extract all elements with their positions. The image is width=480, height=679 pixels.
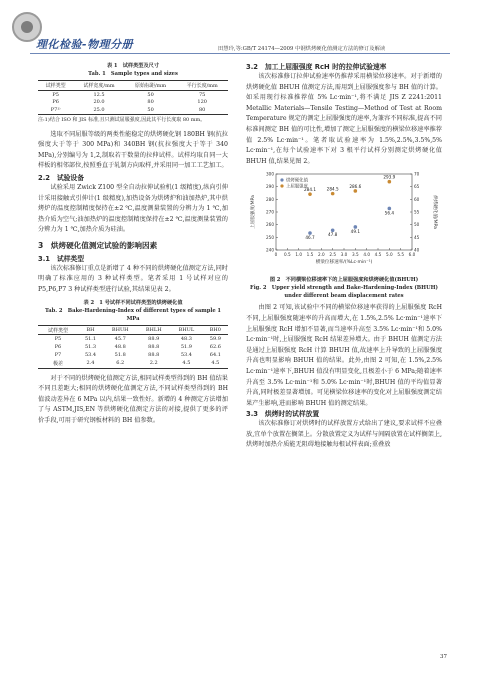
x-tick-label: 2.5: [329, 252, 337, 258]
table1-cell: 50: [147, 91, 154, 98]
y-right-tick-label: 60: [414, 197, 420, 203]
data-label: 286.6: [349, 184, 362, 190]
table1-cell: P5: [52, 91, 59, 98]
y-right-tick-label: 50: [414, 222, 420, 228]
x-tick-label: 2.0: [317, 252, 325, 258]
table1-note: 注:1)结合 ISO 和 JIS 标准,且只测试屈服强度,因此其平行长度取 80 mm。: [38, 117, 206, 124]
y-left-axis-label: 上屈服强度/MPa: [251, 195, 256, 230]
table1-col: 平行长度/mm: [186, 82, 218, 89]
table2-cell: 59.9: [209, 336, 221, 343]
data-label: 284.1: [304, 187, 316, 193]
x-tick-label: 5.5: [397, 252, 405, 258]
y-left-tick-label: 260: [266, 222, 274, 228]
figure-2-chart: [246, 170, 442, 270]
y-right-tick-label: 70: [414, 171, 420, 177]
table1-col: 原始标距/mm: [135, 82, 167, 89]
table2-cell: 53.4: [84, 351, 97, 358]
legend-marker: [280, 179, 283, 182]
table2-cell: 88.8: [148, 344, 160, 351]
y-right-tick-label: 55: [414, 209, 420, 215]
table2-title-en: Tab. 2 Bake-Hardening-Index of different types of sample 1 MPa: [44, 307, 227, 322]
paragraph: 该次标准修订拉伸试验速率仍推荐采用横梁位移速率。对于新增的烘烤硬化值 BHUH 值测定方法,需用到上屈服强度参与 BH 值的计算。如采用现行标准推荐值 5% Lc·min⁻¹,将不满足 JIS Z 2241:2011 Metallic Materials—Tensile Testing—Method of Test at Room Temperature 规定的测定上屈服强度的速率,为兼容不同标准,提高不同标准间测定 BH 值的可比性,增加了测定上屈服强度的横梁位移速率推荐值 2.5% Lc·min⁻¹。笔者取试验速率为 1.5%,2.5%,3.5%,5% Lc·min⁻¹,在每个试验速率下对 3 根平行试样分别测定烘烤硬化值 BHUH 值,结果见图 2。: [246, 73, 442, 165]
table-row: [38, 106, 228, 114]
body-text: [38, 183, 228, 236]
table2-cell: 51.9: [180, 344, 192, 351]
x-tick-label: 3.5: [351, 252, 359, 258]
table1-col: 试样宽度/mm: [83, 82, 115, 89]
table2-cell: 2.4: [86, 360, 95, 367]
table2-cell: 62.6: [209, 344, 221, 351]
table-row: [38, 335, 228, 343]
data-point: [331, 192, 335, 196]
body-text: [246, 419, 442, 451]
section-heading: 3.1 试样类型: [38, 254, 85, 263]
x-tick-label: 0: [274, 252, 278, 258]
y-right-tick-label: 40: [414, 247, 420, 253]
table2-cell: 51.8: [114, 351, 126, 358]
section-heading: 3.3 烘烤时的试样放置: [246, 410, 320, 419]
table2-cell: 2.2: [149, 360, 158, 367]
table2-cell: 88.9: [148, 336, 160, 343]
x-tick-label: 4.5: [374, 252, 382, 258]
page-number: 37: [440, 654, 447, 660]
table-row: [38, 90, 228, 98]
table2-cell: P7: [54, 351, 62, 358]
y-left-tick-label: 280: [266, 197, 274, 203]
table2-cell: 53.4: [180, 351, 192, 358]
journal-name: 理化检验-物理分册: [36, 38, 134, 51]
table2-cell: 45.7: [114, 336, 126, 343]
paragraph: 试验采用 Zwick Z100 型全自动拉伸试验机(1 级精度),纵向引伸计采用接触式引伸计(1 级精度),加热设备为烘烤炉和油加热炉,其中烘烤炉的温度控制精度保持在±2 ℃,温度测量装置的分辨力为 1 ℃,加热介质为空气;油加热炉的温度控制精度保持在±2 ℃,温度测量装置的分辨力为 1 ℃,加热介质为硅油。: [38, 183, 228, 234]
paragraph: 由图 2 可知,该试验中不同的横梁位移速率获得的上屈服强度 RcH 不同,上屈服强度随速率的升高而增大,在 1.5%,2.5% Lc·min⁻¹速率下上屈服强度 RcH 增加不显著,而当速率升高至 3.5% Lc·min⁻¹和 5.0% Lc·min⁻¹时,上屈服强度 RcH 结果差异增大。由于 BHUH 值测定方法是通过上屈服强度 RcH 计算 BHUH 值,故速率上升导致的上屈服强度升高也明显影响 BHUH 值的结果。此外,由图 2 可知,在 1.5%,2.5% Lc·min⁻¹速率下,BHUH 值没有明显变化,且极差小于 6 MPa;随着速率升高至 3.5% Lc·min⁻¹和 5.0% Lc·min⁻¹时,BHUH 值的平均值显著升高,同时极差显著增加。可见横梁位移速率的变化对上屈服强度测定结果产生影响,进而影响 BHUH 值的测定结果。: [246, 304, 442, 407]
y-left-tick-label: 290: [266, 184, 274, 190]
table1-cell: 120: [197, 99, 207, 106]
section-heading: 2.2 试验设备: [38, 173, 85, 182]
paragraph: 对于不同的烘烤硬化值测定方法,相同试样类型得到的 BH 值结果不同且差距大;相同的烘烤硬化值测定方法,不同试样类型得到的 BH 值波动差异在 6 MPa 以内,结果一致性好。新增的 4 种测定方法增加了与 ASTM,JIS,EN 等烘烤硬化值测定方法的对接,提供了更多的评价手段,可用于研究钢板材料的 BH 值参数。: [38, 374, 228, 424]
table2-col: BHLH: [145, 327, 162, 334]
data-point: [308, 193, 312, 197]
y-left-tick-label: 240: [266, 247, 274, 253]
table1-cell: 25.0: [93, 107, 105, 114]
table1-cell: 80: [147, 99, 154, 106]
x-axis-label: 横梁位移速率/(%Lc·min⁻¹): [315, 260, 373, 266]
legend-label: 烘烤硬化值: [286, 178, 308, 184]
table1-cell: 50: [147, 107, 154, 114]
table1-cell: 20.0: [93, 99, 105, 106]
figure-caption-en: under different beam displacement rates: [284, 293, 404, 300]
table2-cell: 极差: [52, 360, 63, 367]
x-tick-label: 6.0: [408, 252, 416, 258]
section-heading: 3.2 加工上屈服强度 RcH 时的拉伸试验速率: [246, 63, 387, 71]
table1-title-cn: 表 1 试样类型及尺寸: [106, 63, 160, 69]
figure-caption-en: Fig. 2 Upper yield strength and Bake-Hardening-Index (BHUH): [250, 285, 438, 292]
table1-cell: 75: [199, 91, 206, 98]
table-row: [38, 99, 228, 107]
body-text: [246, 72, 442, 167]
page-header: [0, 0, 480, 62]
running-head: 田慧玲,等:GB/T 24174—2009 中钢烘烤硬化值测定方法的修订及解读: [218, 46, 386, 52]
table1-cell: 12.5: [93, 91, 105, 98]
data-label: 284.5: [326, 186, 339, 192]
table-row: [38, 359, 228, 368]
table2-cell: 6.2: [116, 360, 125, 367]
y-right-axis-label: 烘烤硬化值/MPa: [432, 195, 437, 230]
table1-col: 试样类型: [45, 82, 66, 89]
table2-col: 试样类型: [47, 327, 68, 334]
table2-cell: 48.8: [114, 344, 126, 351]
paragraph: 选取不同屈服等级的两类性能稳定的烘烤硬化钢 180BH 钢(抗拉强度大于等于 300 MPa)和 340BH 钢(抗拉强度大于等于 340 MPa),分别编号为 1,2,制取若干数量的拉伸试样。试样均取自同一大样板的相邻部位,按照垂直于轧制方向取样,并采用同一加工工艺加工。: [38, 130, 228, 170]
y-right-tick-label: 45: [414, 235, 420, 241]
table2-title-cn: 表 2 1 号试样不同试样类型的烘烤硬化值: [83, 299, 183, 306]
table2-cell: P5: [54, 336, 62, 343]
data-point: [354, 190, 358, 194]
body-text: [38, 264, 228, 296]
x-tick-label: 3.0: [340, 252, 348, 258]
figure-2: [246, 170, 442, 274]
table2-col: BH: [86, 327, 95, 334]
y-left-tick-label: 300: [266, 171, 274, 177]
left-column: [38, 62, 228, 427]
data-label: 49.1: [350, 229, 360, 235]
table1-cell: P6: [52, 99, 59, 106]
figure-caption-cn: 图 2 不同横梁位移速率下的上屈服强度和烘烤硬化值(BHUH): [269, 277, 419, 284]
table1-cell: P7¹⁾: [50, 107, 61, 114]
data-label: 46.7: [305, 235, 315, 241]
table2-cell: 64.1: [209, 351, 221, 358]
x-tick-label: 4.0: [363, 252, 371, 258]
table2-cell: P6: [54, 344, 62, 351]
y-left-tick-label: 250: [266, 235, 274, 241]
table2-col: BH0: [209, 327, 221, 334]
y-right-tick-label: 65: [414, 184, 420, 190]
body-text: [38, 130, 228, 172]
x-tick-label: 1.5: [306, 252, 314, 258]
table2-cell: 88.8: [148, 351, 160, 358]
x-tick-label: 1.0: [295, 252, 303, 258]
table1-cell: 80: [199, 107, 206, 114]
data-label: 293.9: [383, 175, 396, 181]
section-heading: 3 烘烤硬化值测定试验的影响因素: [38, 240, 158, 250]
table-row: [38, 351, 228, 359]
data-point: [388, 180, 392, 184]
table2-cell: 51.3: [84, 344, 97, 351]
table2-cell: 4.5: [211, 360, 220, 367]
right-column: [246, 62, 442, 451]
table1-title-en: Tab. 1 Sample types and sizes: [88, 71, 178, 77]
body-text: [246, 303, 442, 409]
y-left-tick-label: 270: [266, 209, 274, 215]
table-row: [38, 343, 228, 351]
legend-label: 上屈服强度: [286, 184, 308, 190]
body-text: [38, 374, 228, 427]
x-tick-label: 0.5: [283, 252, 291, 258]
x-tick-label: 5.0: [385, 252, 393, 258]
data-label: 47.8: [328, 232, 338, 238]
table2-col: BHUH: [111, 327, 129, 334]
legend-marker: [280, 185, 283, 188]
table2-col: BHUL: [178, 327, 195, 334]
paragraph: 该次标准修订重点是新增了 4 种不同的烘烤硬化值测定方法,同时明确了标准应用的 3 种试样类型。笔者采用 1 号试样对应的 P5,P6,P7 3 种试样类型进行试验,其结果见表 2。: [38, 264, 228, 294]
table2-cell: 51.1: [84, 336, 97, 343]
table2: [38, 325, 228, 369]
header-rule: [30, 53, 450, 54]
table2-cell: 48.3: [180, 336, 192, 343]
table1: [38, 80, 228, 115]
table2-cell: 4.5: [182, 360, 191, 367]
paragraph: 该次标准修订对烘烤时的试样放置方式给出了建议,要求试样不应叠放,宜单个放置在搁架上。分散放置定义为试样与间隔放置在试样搁架上,烘烤时加热介质能无阻碍地接触每根试样表面;重叠放: [246, 420, 442, 449]
data-label: 56.4: [384, 210, 394, 216]
